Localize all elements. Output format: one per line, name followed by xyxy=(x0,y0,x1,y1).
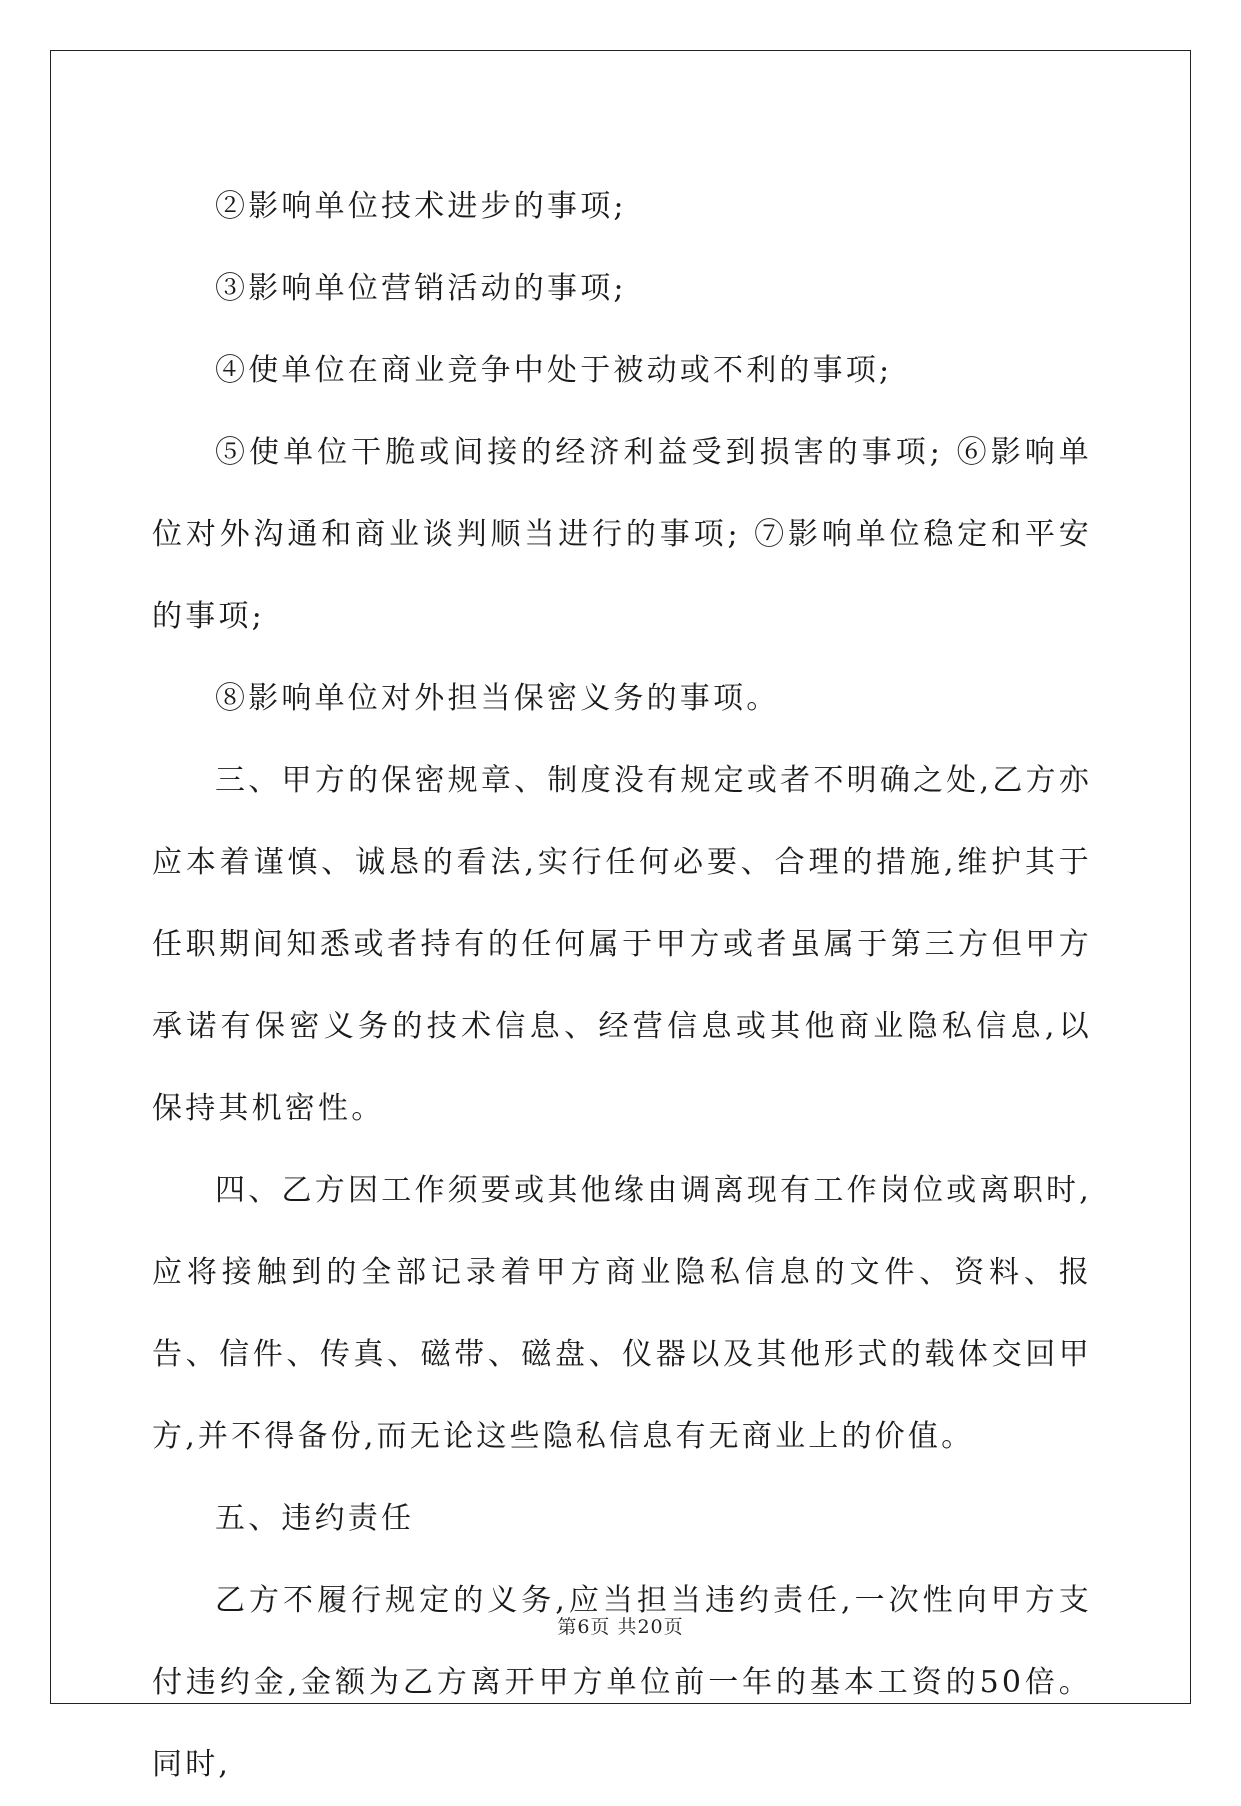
page-footer: 第6页 共20页 xyxy=(557,1616,684,1638)
paragraph-item-2: ②影响单位技术进步的事项; xyxy=(215,189,627,224)
paragraph-item-8: ⑧影响单位对外担当保密义务的事项。 xyxy=(215,681,780,716)
section-heading-5: 五、违约责任 xyxy=(215,1501,415,1536)
paragraph-section-4: 四、乙方因工作须要或其他缘由调离现有工作岗位或离职时,应将接触到的全部记录着甲方商业隐私信息的文件、资料、报告、信件、传真、磁带、磁盘、仪器以及其他形式的载体交回甲方,并不得备份,而无论这些隐私信息有无商业上的价值。 xyxy=(152,1173,1092,1454)
paragraph-breach: 乙方不履行规定的义务,应当担当违约责任,一次性向甲方支付违约金,金额为乙方离开甲方单位前一年的基本工资的50倍。同时, xyxy=(152,1583,1092,1782)
paragraph-item-3: ③影响单位营销活动的事项; xyxy=(215,271,627,306)
paragraph-items-5-7: ⑤使单位干脆或间接的经济利益受到损害的事项; ⑥影响单位对外沟通和商业谈判顺当进行的事项; ⑦影响单位稳定和平安的事项; xyxy=(152,435,1092,634)
document-body xyxy=(152,166,1092,1806)
paragraph-item-4: ④使单位在商业竞争中处于被动或不利的事项; xyxy=(215,353,893,388)
paragraph-section-3: 三、甲方的保密规章、制度没有规定或者不明确之处,乙方亦应本着谨慎、诚恳的看法,实行任何必要、合理的措施,维护其于任职期间知悉或者持有的任何属于甲方或者虽属于第三方但甲方承诺有保密义务的技术信息、经营信息或其他商业隐私信息,以保持其机密性。 xyxy=(152,763,1092,1126)
